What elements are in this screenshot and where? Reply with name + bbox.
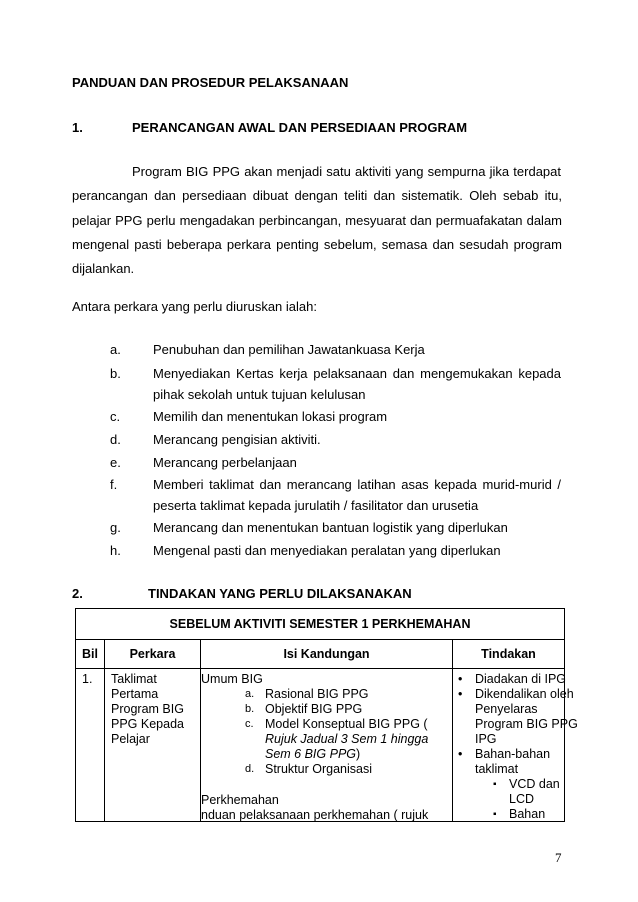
page-heading: PANDUAN DAN PROSEDUR PELAKSANAAN — [72, 75, 349, 90]
square-bullet-icon: ▪ — [493, 809, 497, 820]
paragraph-line: perancangan dan persediaan dibuat dengan teliti dan sistematik. Oleh sebab itu, — [72, 188, 562, 203]
bullet-icon: • — [458, 747, 463, 761]
paragraph-line: dijalankan. — [72, 261, 135, 276]
table-title: SEBELUM AKTIVITI SEMESTER 1 PERKHEMAHAN — [76, 609, 565, 640]
cell-perkara: Taklimat Pertama Program BIG PPG Kepada Pelajar — [105, 669, 201, 822]
list-item: Mengenal pasti dan menyediakan peralatan yang diperlukan — [153, 543, 501, 558]
paragraph-line: pelajar PPG perlu mengadakan perbincangan, mesyuarat dan permuafakatan dalam — [72, 213, 562, 228]
header-perkara: Perkara — [105, 640, 201, 669]
cell-isi-kandungan: Umum BIG a. Rasional BIG PPG b. Objektif BIG PPG c. Model Konseptual BIG PPG ( Rujuk Jadual 3 Sem 1 hingga Sem 6 BIG PPG) d. Struktur Organisasi Perkhemahan nduan pelaksanaan perkhemahan ( rujuk — [201, 669, 453, 822]
list-intro: Antara perkara yang perlu diuruskan ialah: — [72, 299, 317, 314]
section1-title: PERANCANGAN AWAL DAN PERSEDIAAN PROGRAM — [132, 120, 468, 135]
list-item-letter: f. — [110, 477, 118, 492]
list-item: Merancang pengisian aktiviti. — [153, 432, 321, 447]
list-item-letter: d. — [110, 432, 121, 447]
header-tindakan: Tindakan — [453, 640, 565, 669]
list-item-letter: h. — [110, 543, 121, 558]
activity-table — [75, 608, 578, 822]
list-item: Merancang perbelanjaan — [153, 455, 297, 470]
bullet-icon: • — [458, 687, 463, 701]
square-bullet-icon: ▪ — [493, 779, 497, 790]
table-row — [76, 669, 565, 822]
list-item-letter: b. — [110, 366, 121, 381]
list-item: Memberi taklimat dan merancang latihan asas kepada murid-murid / — [153, 477, 561, 492]
list-item-letter: g. — [110, 520, 121, 535]
list-item: Menyediakan Kertas kerja pelaksanaan dan mengemukakan kepada — [153, 366, 561, 381]
list-item: Memilih dan menentukan lokasi program — [153, 409, 388, 424]
list-item-letter: e. — [110, 455, 121, 470]
list-item-cont: peserta taklimat kepada jurulatih / fasilitator dan urusetia — [153, 498, 479, 513]
section2-title: TINDAKAN YANG PERLU DILAKSANAKAN — [148, 586, 412, 601]
cell-tindakan: • Diadakan di IPG • Dikendalikan oleh Penyelaras Program BIG PPG IPG • Bahan-bahan taklimat ▪ VCD dan LCD ▪ Bahan — [453, 669, 565, 822]
header-bil: Bil — [76, 640, 105, 669]
list-item: Merancang dan menentukan bantuan logistik yang diperlukan — [153, 520, 508, 535]
page-number: 7 — [555, 850, 562, 865]
list-item-letter: a. — [110, 342, 121, 357]
bullet-icon: • — [458, 672, 463, 686]
section1-number: 1. — [72, 120, 83, 135]
list-item: Penubuhan dan pemilihan Jawatankuasa Kerja — [153, 342, 425, 357]
section2-number: 2. — [72, 586, 83, 601]
paragraph-line: mengenal pasti beberapa perkara penting sebelum, semasa dan sesudah program — [72, 237, 562, 252]
list-item-cont: pihak sekolah untuk tujuan kelulusan — [153, 387, 366, 402]
header-isi-kandungan: Isi Kandungan — [201, 640, 453, 669]
cell-bil: 1. — [76, 669, 105, 822]
list-item-letter: c. — [110, 409, 121, 424]
paragraph-line: Program BIG PPG akan menjadi satu aktiviti yang sempurna jika terdapat — [132, 164, 561, 179]
